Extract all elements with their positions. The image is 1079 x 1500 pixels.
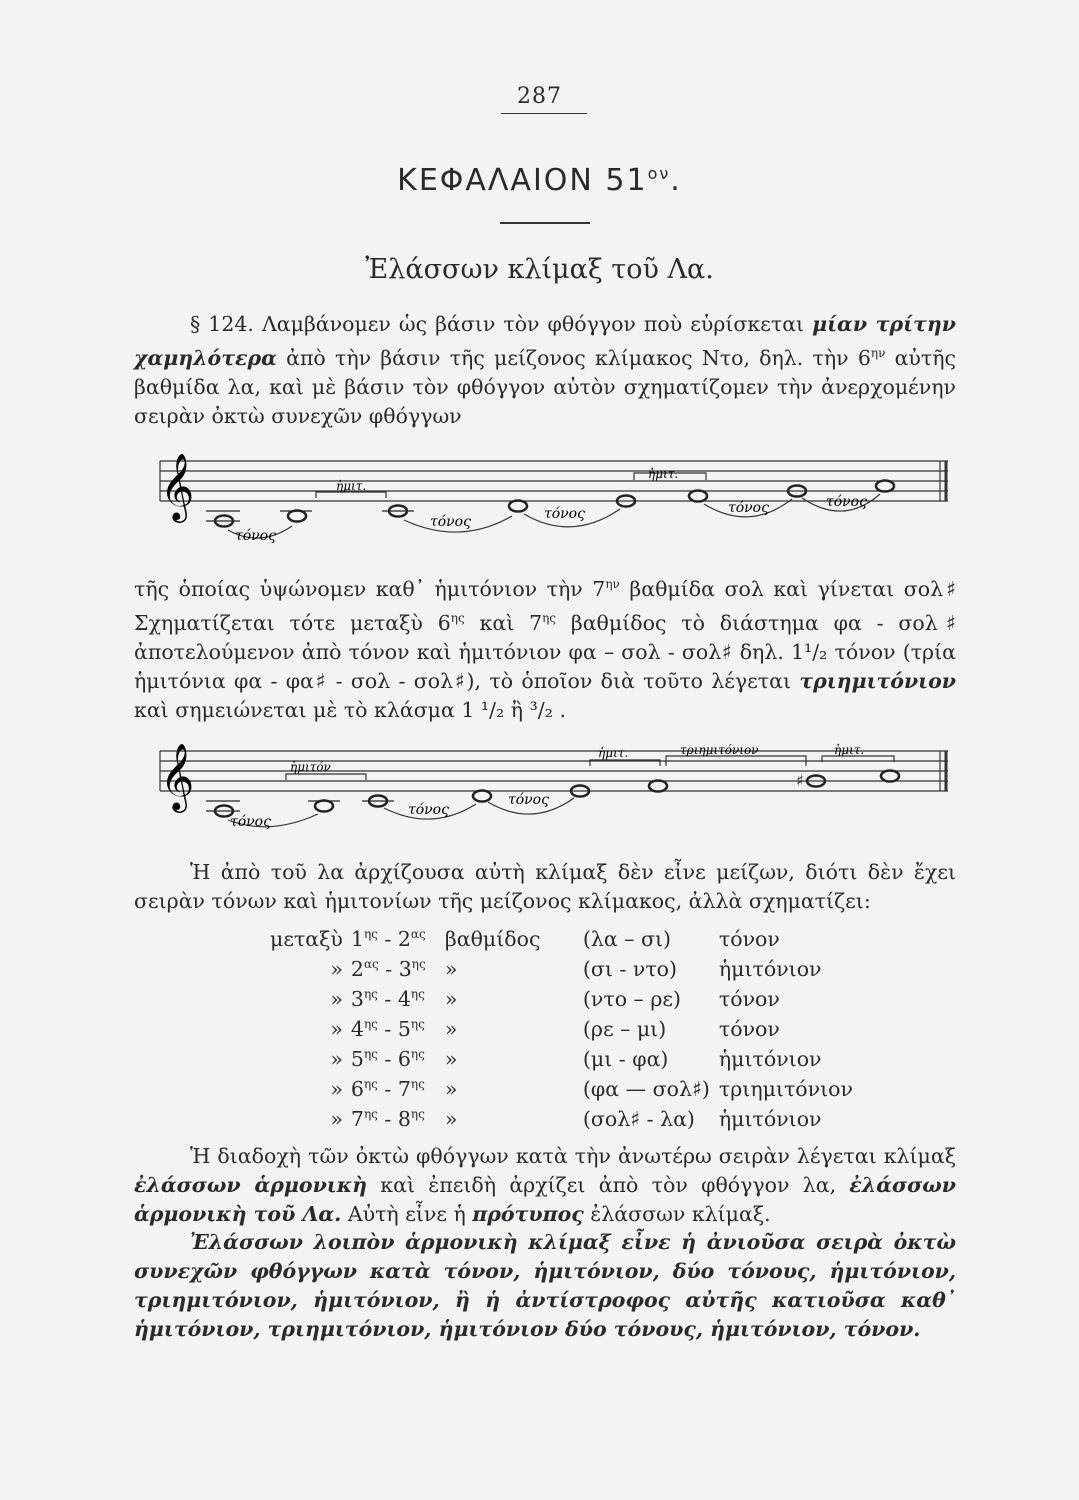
degree-suffix: ης [410,987,425,1002]
degree-number: 3 [398,957,412,981]
staff-2-figure [140,736,960,836]
degree-number: 2 [397,927,411,951]
text-run: Ἡ διαδοχὴ τῶν ὀκτὼ φθόγγων κατὰ τὴν ἀνωτέρω σειρὰν λέγεται κλίμαξ [190,1144,956,1168]
interval-word: » [444,1047,458,1071]
note-si [315,801,333,812]
degree-number: 6 [350,1077,364,1101]
degree-number: 2 [350,957,364,981]
interval-row [270,1044,861,1074]
chapter-suffix: ον [647,164,671,183]
interval-notes: (σολ♯ - λα) [582,1107,695,1131]
page-number: 287 [517,84,562,109]
interval-row [270,1104,861,1134]
text-run: καὶ σημειώνεται μὲ τὸ κλάσμα 1 ¹/₂ ἢ ³/₂ . [134,697,566,722]
interval-prefix: μεταξὺ [270,927,343,951]
music-staff-2 [140,736,960,840]
degree-suffix: ης [410,1017,425,1032]
emphasis: ἐλάσσων ἁρμονικὴ [134,1173,367,1197]
degree-number: 4 [397,987,411,1011]
treble-clef-icon: 𝄞 [160,452,195,520]
half-step-label: ἡμιτ. [598,746,629,760]
degree-suffix: ας [410,927,426,942]
interval-prefix: » [330,1077,343,1101]
degree-suffix: ης [363,927,378,942]
degree-suffix: ης [410,1047,425,1062]
interval-notes: (φα — σολ♯) [582,1077,710,1101]
note-la-high [881,771,899,782]
treble-clef-icon: 𝄞 [160,742,195,810]
degree-suffix: ης [363,1017,378,1032]
section-title: Ἐλάσσων κλίμαξ τοῦ Λα. [365,254,714,285]
note-fa [649,781,667,792]
degree-suffix: ας [363,957,379,972]
interval-interval: τόνον [718,1017,780,1041]
sharp-icon: ♯ [796,771,804,790]
tone-label: τόνος [430,514,471,530]
degree-separator: - [377,927,398,951]
chapter-heading [0,163,1079,198]
interval-prefix: » [330,1017,343,1041]
page-number-rule [501,113,587,114]
interval-word: » [444,957,458,981]
note-re [473,791,491,802]
interval-notes: (μι - φα) [582,1047,669,1071]
half-step-label: ἡμιτ. [648,467,679,481]
degree-suffix: ης [363,1077,378,1092]
degree-suffix: ης [363,1107,378,1122]
tone-label: τόνος [544,506,585,522]
interval-row [270,1074,861,1104]
degree-separator: - [378,957,399,981]
degree-separator: - [377,1017,398,1041]
degree-suffix: ης [411,957,426,972]
emphasis: ἐλάσσων ἁρμονικὴ τοῦ Λα. [134,1173,956,1226]
emphasis: μίαν τρίτην χαμηλότερα [134,312,956,370]
paragraph-124 [134,310,956,431]
chapter-rule [500,222,590,224]
degree-number: 8 [397,1107,411,1131]
tone-label: τόνος [230,814,271,830]
interval-notes: (λα – σι) [582,927,672,951]
half-step-label: ἡμιτ. [336,479,367,493]
paragraph-raised-seventh [134,570,956,725]
emphasis: τριημιτόνιον [799,668,956,693]
degree-suffix: ης [410,1077,425,1092]
interval-interval: ἡμιτόνιον [718,957,822,981]
three-half-step-label: τριημιτόνιον [680,743,759,757]
degree-separator: - [377,987,398,1011]
interval-prefix: » [330,957,343,981]
degree-number: 3 [350,987,364,1011]
degree-separator: - [377,1107,398,1131]
interval-table-body [270,924,861,1134]
interval-degrees [351,984,445,1014]
interval-degrees [351,1044,445,1074]
interval-degrees [351,954,445,984]
interval-row [270,1014,861,1044]
interval-row [270,984,861,1014]
interval-interval: τριημιτόνιον [718,1077,853,1101]
degree-number: 4 [350,1017,364,1041]
text-run: ἀπὸ τὴν βάσιν τῆς μείζονος κλίμακος Ντο, δηλ. τὴν 6 [276,345,871,370]
degree-number: 1 [350,927,364,951]
interval-interval: τόνον [718,927,780,951]
tone-label: τόνος [826,494,867,510]
interval-row [270,954,861,984]
text-run: καὶ 7 [464,610,543,635]
superscript: ην [870,346,886,360]
interval-interval: ἡμιτόνιον [718,1107,822,1131]
interval-word: βαθμίδος [444,927,541,951]
text-run: τῆς ὁποίας ὑψώνομεν καθ᾽ ἡμιτόνιον τὴν 7 [134,576,606,601]
tone-label: τόνος [235,528,276,544]
interval-notes: (ρε – μι) [582,1017,667,1041]
degree-suffix: ης [363,1047,378,1062]
note-re [509,501,527,512]
note-la-high [876,481,894,492]
interval-word: » [444,1077,458,1101]
half-step-label: ἡμιτόν [290,760,331,774]
paragraph-harmonic-minor [134,1142,956,1229]
degree-number: 5 [350,1047,364,1071]
degree-number: 7 [350,1107,364,1131]
text-run: § 124. Λαμβάνομεν ὡς βάσιν τὸν φθόγγον ποὺ εὑρίσκεται [190,312,813,336]
interval-prefix: » [330,987,343,1011]
interval-word: » [444,987,458,1011]
interval-prefix: » [330,1107,343,1131]
text-run: βαθμίδος τὸ διάστημα φα - σολ♯ ἀποτελούμενον ἀπὸ τόνον καὶ ἡμιτόνιον φα – σολ - σολ♯ δηλ. 1¹/₂ τόνον (τρία ἡμιτόνια φα - φα♯ - σολ - σολ♯), τὸ ὁποῖον διὰ τοῦτο λέγεται [134,610,956,693]
note-si [288,511,306,522]
interval-notes: (ντο – ρε) [582,987,681,1011]
tone-label: τόνος [728,500,769,516]
text-run: αὐτῆς βαθμίδα λα, καὶ μὲ βάσιν τὸν φθόγγον αὐτὸν σχηματίζομεν τὴν ἀνερχομένην σειρὰν ὀκτὼ συνεχῶν φθόγγων [134,345,956,428]
emphasis: πρότυπος [472,1202,584,1226]
interval-word: » [444,1017,458,1041]
interval-table [270,924,861,1134]
interval-notes: (σι - ντο) [582,957,678,981]
paragraph-not-major: Ἡ ἀπὸ τοῦ λα ἀρχίζουσα αὐτὴ κλίμαξ δὲν εἶνε μείζων, διότι δὲν ἔχει σειρὰν τόνων καὶ ἡμιτονίων τῆς μείζονος κλίμακος, ἀλλὰ σχηματίζει: [134,860,956,913]
degree-separator: - [377,1077,398,1101]
interval-prefix: » [330,1047,343,1071]
interval-degrees [351,924,445,954]
text-run: βαθμίδα σολ καὶ γίνεται σολ♯ Σχηματίζεται τότε μεταξὺ 6 [134,576,956,635]
degree-number: 7 [397,1077,411,1101]
interval-degrees [351,1074,445,1104]
interval-interval: ἡμιτόνιον [718,1047,822,1071]
half-step-label: ἡμιτ. [834,743,865,757]
degree-suffix: ης [410,1107,425,1122]
music-staff-1 [140,446,960,560]
staff-1-figure [140,446,960,556]
degree-separator: - [377,1047,398,1071]
interval-row [270,924,861,954]
paragraph-definition: Ἐλάσσων λοιπὸν ἁρμονικὴ κλίμαξ εἶνε ἡ ἀνιοῦσα σειρὰ ὀκτὼ συνεχῶν φθόγγων κατὰ τόνον, ἡμιτόνιον, δύο τόνους, ἡμιτόνιον, τριημιτόνιον, ἡμιτόνιον, ἢ ἡ ἀντίστροφος αὐτῆς κατιοῦσα καθ᾽ ἡμιτόνιον, τριημιτόνιον, ἡμιτόνιον δύο τόνους, ἡμιτόνιον, τόνον. [134,1230,956,1341]
interval-degrees [351,1104,445,1134]
interval-degrees [351,1014,445,1044]
degree-suffix: ης [363,987,378,1002]
note-fa [689,491,707,502]
text-run: ἐλάσσων κλίμαξ. [583,1202,771,1226]
interval-word: » [444,1107,458,1131]
chapter-dot: . [670,163,682,198]
text-run: καὶ ἐπειδὴ ἀρχίζει ἀπὸ τὸν φθόγγον λα, [367,1173,850,1197]
superscript: ης [542,610,557,625]
tone-label: τόνος [408,802,449,818]
interval-interval: τόνον [718,987,780,1011]
superscript: ην [605,577,620,591]
superscript: ης [450,610,465,625]
degree-number: 6 [397,1047,411,1071]
degree-number: 5 [397,1017,411,1041]
text-run: Αὐτὴ εἶνε ἡ [341,1202,473,1226]
tone-label: τόνος [508,792,549,808]
chapter-title: ΚΕΦΑΛΑΙΟΝ 51 [397,163,648,198]
